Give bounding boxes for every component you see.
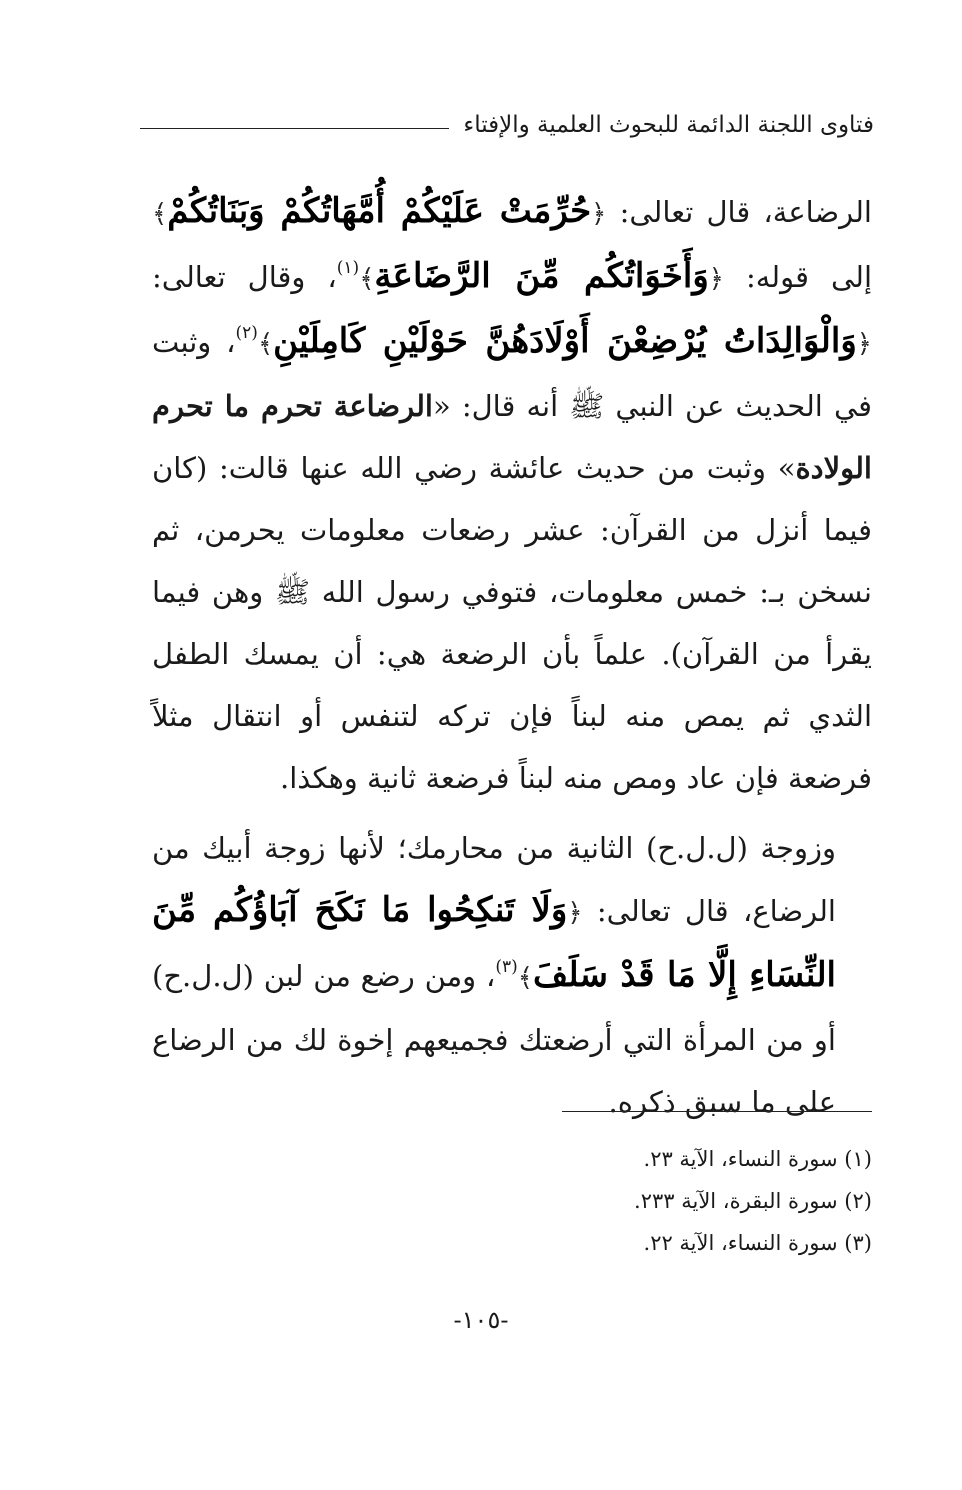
footnote-ref-3[interactable]: (٣) bbox=[495, 957, 518, 977]
quran-open-bracket: ﴿ bbox=[591, 199, 607, 229]
footnote-3: (٣) سورة النساء، الآية ٢٢. bbox=[643, 1231, 872, 1255]
quran-verse: وَلَا تَنكِحُوا مَا نَكَحَ آبَاؤُكُم مِّنَ النِّسَاءِ إِلَّا مَا قَدْ سَلَفَ bbox=[152, 890, 836, 995]
quran-open-bracket: ﴿ bbox=[856, 329, 872, 359]
main-text bbox=[152, 180, 872, 1133]
text-segment: » وثبت من حديث عائشة رضي الله عنها قالت: (كان فيما أنزل من القرآن: عشر رضعات معلومات يحرمن، ثم نسخن بـ: خمس معلومات، فتوفي رسول الله ﷺ وهن فيما يقرأ من القرآن). علماً بأن الرضعة هي: أن يمسك الطفل الثدي ثم يمص منه لبناً فإن تركه لتنفس أو انتقال مثلاً فرضعة فإن عاد ومص منه لبناً فرضعة ثانية وهكذا. bbox=[152, 451, 872, 795]
quran-close-bracket: ﴾ bbox=[152, 199, 168, 229]
quran-verse: وَالْوَالِدَاتُ يُرْضِعْنَ أَوْلَادَهُنَّ حَوْلَيْنِ كَامِلَيْنِ bbox=[273, 321, 857, 361]
header-rule bbox=[140, 128, 449, 129]
running-header bbox=[140, 112, 874, 138]
footnote-2: (٢) سورة البقرة، الآية ٢٣٣. bbox=[634, 1189, 872, 1213]
text-segment: ، وثبت في الحديث عن النبي ﷺ أنه قال: « bbox=[152, 325, 872, 423]
footnote-separator bbox=[562, 1111, 872, 1112]
quran-open-bracket: ﴿ bbox=[567, 898, 583, 928]
page-number: -١٠٥- bbox=[453, 1306, 509, 1334]
footnote-ref-1[interactable]: (١) bbox=[336, 258, 360, 278]
quran-open-bracket: ﴿ bbox=[708, 264, 725, 294]
quran-close-bracket: ﴾ bbox=[257, 329, 274, 359]
text-segment: وزوجة (ل.ل.ح) الثانية من محارمك؛ لأنها زوجة أبيك من الرضاع، قال تعالى: bbox=[152, 831, 836, 928]
quran-verse: حُرِّمَتْ عَلَيْكُمْ أُمَّهَاتُكُمْ وَبَنَاتُكُمْ bbox=[167, 191, 592, 231]
text-segment: إلى قوله: bbox=[724, 260, 873, 294]
footnotes bbox=[152, 1138, 872, 1264]
quran-close-bracket: ﴾ bbox=[359, 264, 375, 294]
header-title: فتاوى اللجنة الدائمة للبحوث العلمية والإفتاء bbox=[463, 112, 874, 138]
quran-close-bracket: ﴾ bbox=[517, 963, 534, 993]
paragraph-2 bbox=[152, 817, 872, 1133]
text-segment: ، ومن رضع من لبن (ل.ل.ح) أو من المرأة التي أرضعتك فجميعهم إخوة لك من الرضاع على ما سبق ذكره. bbox=[152, 959, 836, 1119]
footnote-ref-2[interactable]: (٢) bbox=[235, 323, 258, 343]
text-segment: ، وقال تعالى: bbox=[152, 260, 337, 294]
hadith-quote: الرضاعة تحرم ما تحرم الولادة bbox=[152, 389, 872, 485]
quran-verse: وَأَخَوَاتُكُم مِّنَ الرَّضَاعَةِ bbox=[374, 256, 709, 296]
paragraph-1 bbox=[152, 180, 872, 809]
text-segment: الرضاعة، قال تعالى: bbox=[606, 195, 872, 229]
footnote-1: (١) سورة النساء، الآية ٢٣. bbox=[643, 1147, 872, 1171]
